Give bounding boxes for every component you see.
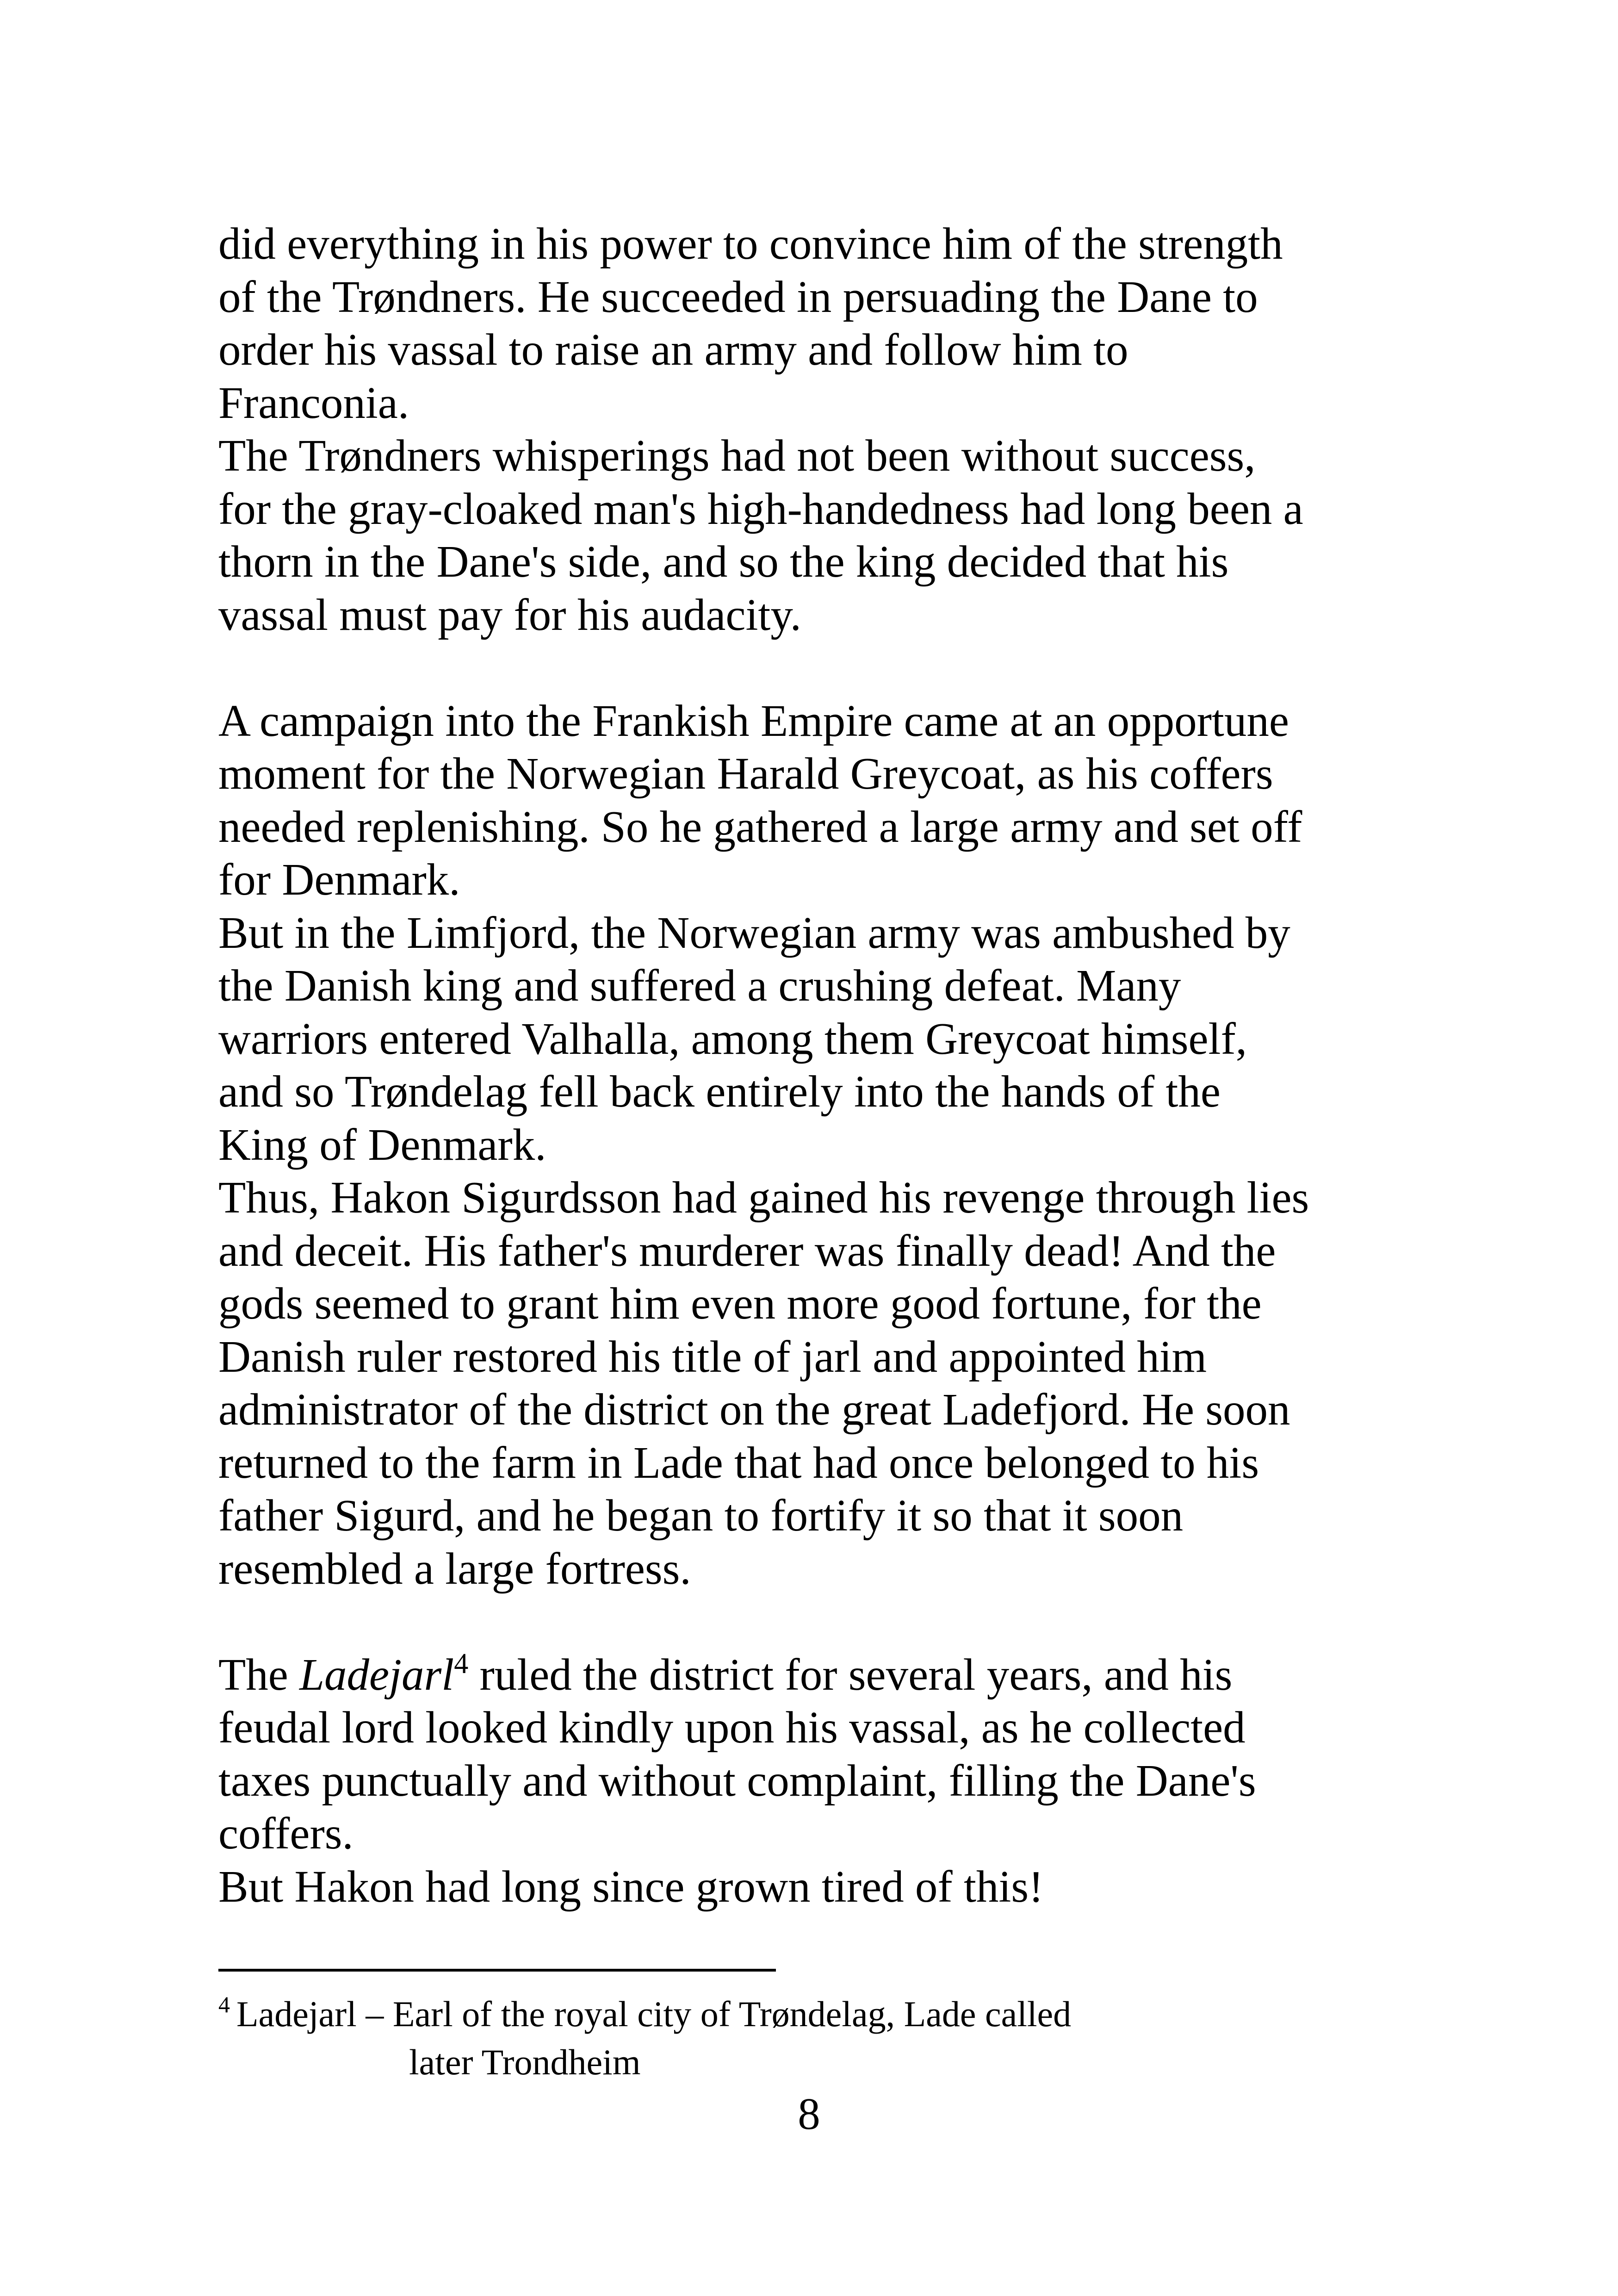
text-line: Thus, Hakon Sigurdsson had gained his revenge through lies [218, 1173, 1309, 1222]
text-line: feudal lord looked kindly upon his vassal, as he collected [218, 1703, 1246, 1752]
footnote [218, 1990, 1403, 2086]
body-text [218, 218, 1403, 1913]
text-line: thorn in the Dane's side, and so the king decided that his [218, 537, 1229, 586]
text-line: needed replenishing. So he gathered a large army and set off [218, 802, 1302, 852]
ladejarl-italic-term: Ladejarl [299, 1649, 454, 1699]
paragraph-1 [218, 218, 1403, 641]
text-line: and deceit. His father's murderer was finally dead! And the [218, 1226, 1276, 1276]
page-number: 8 [798, 2089, 820, 2139]
text-line: But in the Limfjord, the Norwegian army was ambushed by [218, 908, 1290, 958]
text-line-with-footnote [218, 1649, 1403, 1702]
text-line: father Sigurd, and he began to fortify it so that it soon [218, 1491, 1184, 1540]
paragraph-gap [218, 1595, 1403, 1649]
text-line: Franconia. [218, 378, 409, 428]
text-line: warriors entered Valhalla, among them Greycoat himself, [218, 1014, 1247, 1064]
text-line: order his vassal to raise an army and follow him to [218, 325, 1128, 374]
text-line: But Hakon had long since grown tired of this! [218, 1861, 1044, 1911]
footnote-text: Ladejarl – Earl of the royal city of Trøndelag, Lade called [236, 1994, 1072, 2034]
footnote-line: later Trondheim [409, 2042, 641, 2082]
text-line: taxes punctually and without complaint, filling the Dane's [218, 1755, 1256, 1805]
text-line: and so Trøndelag fell back entirely into the hands of the [218, 1067, 1221, 1116]
text-line: gods seemed to grant him even more good fortune, for the [218, 1279, 1262, 1328]
text-line: The Trøndners whisperings had not been without success, [218, 431, 1256, 480]
text-line: moment for the Norwegian Harald Greycoat, as his coffers [218, 749, 1273, 798]
text-line: A campaign into the Frankish Empire came at an opportune [218, 696, 1289, 746]
text-line: for the gray-cloaked man's high-handedness had long been a [218, 484, 1303, 534]
footnote-marker: 4 [218, 1991, 230, 2017]
text-line: administrator of the district on the great Ladefjord. He soon [218, 1385, 1290, 1434]
text-line: did everything in his power to convince him of the strength [218, 219, 1283, 268]
text-line: King of Denmark. [218, 1120, 546, 1170]
text-line: the Danish king and suffered a crushing defeat. Many [218, 961, 1181, 1010]
text-line: for Denmark. [218, 855, 460, 904]
paragraph-3 [218, 1649, 1403, 1914]
text-fragment: The [218, 1649, 300, 1699]
footnote-line [218, 1990, 1403, 2038]
text-fragment: ruled the district for several years, and his [468, 1649, 1233, 1699]
paragraph-2 [218, 695, 1403, 1596]
text-line: vassal must pay for his audacity. [218, 590, 801, 640]
text-line: of the Trøndners. He succeeded in persuading the Dane to [218, 272, 1258, 322]
footnote-reference[interactable]: 4 [454, 1648, 469, 1680]
text-line: Danish ruler restored his title of jarl and appointed him [218, 1332, 1207, 1381]
paragraph-gap [218, 641, 1403, 695]
text-line: coffers. [218, 1809, 353, 1858]
text-line: resembled a large fortress. [218, 1543, 691, 1593]
text-line: returned to the farm in Lade that had once belonged to his [218, 1437, 1259, 1487]
footnote-separator [218, 1969, 776, 1972]
